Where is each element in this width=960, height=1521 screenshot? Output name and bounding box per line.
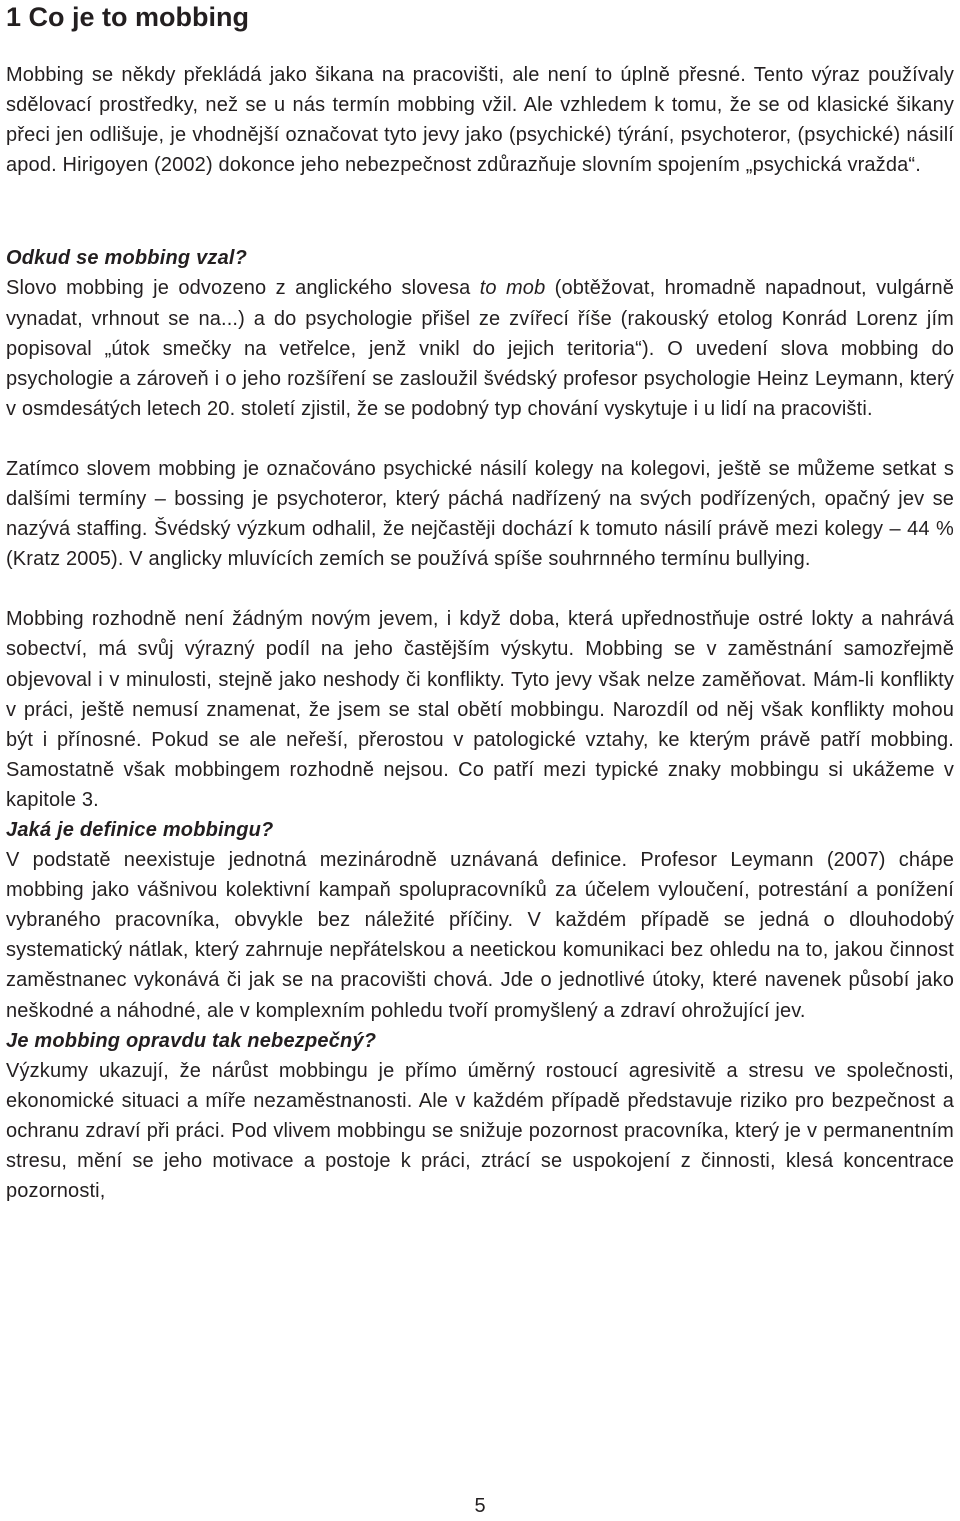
chapter-title: 1 Co je to mobbing	[6, 2, 249, 32]
definition-paragraph: V podstatě neexistuje jednotná mezinárodně uznávaná definice. Profesor Leymann (2007) chápe mobbing jako vášnivou kolektivní kampaň spolupracovníků za účelem vyloučení, potrestání a ponížení vybraného pracovníka, obvykle bez náležité příčiny. V každém případě se jedná o dlouhodobý systematický nátlak, který zahrnuje nepřátelskou a neetickou komunikaci bez ohledu na to, jakou činnost zaměstnanec vykonává či jak se na pracovišti chová. Jde o jednotlivé útoky, které navenek působí jako neškodné a náhodné, ale v komplexním pohledu tvoří promyšlený a zdraví ohrožující jev.	[6, 849, 954, 1022]
document-page	[6, 0, 954, 1206]
intro-paragraph: Mobbing se někdy překládá jako šikana na pracovišti, ale není to úplně přesné. Tento výraz používaly sdělovací prostředky, než se u nás termín mobbing vžil. Ale vzhledem k tomu, že se od klasické šikany přeci jen odlišuje, je vhodnější označovat tyto jevy jako (psychické) týrání, psychoteror, (psychické) násilí apod. Hirigoyen (2002) dokonce jeho nebezpečnost zdůrazňuje slovním spojením „psychická vražda“.	[6, 64, 954, 177]
terms-paragraph: Zatímco slovem mobbing je označováno psychické násilí kolegy na kolegovi, ještě se můžeme setkat s dalšími termíny – bossing je psychoteror, který páchá nadřízený na svých podřízených, opačný jev se nazývá staffing. Švédský výzkum odhalil, že nejčastěji dochází k tomuto násilí právě mezi kolegy – 44 % (Kratz 2005). V anglicky mluvících zemích se používá spíše souhrnného termínu bullying.	[6, 457, 954, 571]
origin-text-start: Slovo mobbing je odvozeno z anglického slovesa	[6, 277, 480, 300]
not-new-paragraph: Mobbing rozhodně není žádným novým jevem, i když doba, která upřednostňuje ostré lokty a nahrává sobectví, má svůj výrazný podíl na jeho častějším výskytu. Mobbing se v zaměstnání samozřejmě objevoval i v minulosti, stejně jako neshody či konflikty. Tyto jevy však nelze zaměňovat. Mám-li konflikty v práci, ještě nemusí znamenat, že jsem se stal obětí mobbingu. Narozdíl od něj však konflikty mohou být i přínosné. Pokud se ale neřeší, přerostou v patologické vztahy, ke kterým právě patří mobbing. Samostatně však mobbingem rozhodně nejsou. Co patří mezi typické znaky mobbingu si ukážeme v kapitole 3.	[6, 608, 954, 811]
definition-heading: Jaká je definice mobbingu?	[6, 818, 274, 841]
page-number: 5	[474, 1495, 486, 1517]
origin-heading: Odkud se mobbing vzal?	[6, 247, 248, 270]
origin-paragraph	[6, 273, 954, 423]
origin-emphasis: to mob	[479, 277, 546, 300]
origin-text-end: (obtěžovat, hromadně napadnout, vulgárně vynadat, vrhnout se na...) a do psychologie přišel ze zvířecí říše (rakouský etolog Konrád Lorenz jím popisoval „útok smečky na vetřelce, jenž vnikl do jejich teritoria“). O uvedení slova mobbing do psychologie a zároveň i o jeho rozšíření se zasloužil švédský profesor psychologie Heinz Leymann, který v osmdesátých letech 20. století zjistil, že se podobný typ chování vyskytuje i u lidí na pracovišti.	[6, 277, 954, 420]
danger-paragraph: Výzkumy ukazují, že nárůst mobbingu je přímo úměrný rostoucí agresivitě a stresu ve společnosti, ekonomické situaci a míře nezaměstnanosti. Ale v každém případě představuje riziko pro bezpečnost a ochranu zdraví při práci. Pod vlivem mobbingu se snižuje pozornost pracovníka, který je v permanentním stresu, mění se jeho motivace a postoje k práci, ztrácí se uspokojení z činnosti, klesá koncentrace pozornosti,	[6, 1059, 954, 1203]
danger-heading: Je mobbing opravdu tak nebezpečný?	[6, 1029, 377, 1052]
